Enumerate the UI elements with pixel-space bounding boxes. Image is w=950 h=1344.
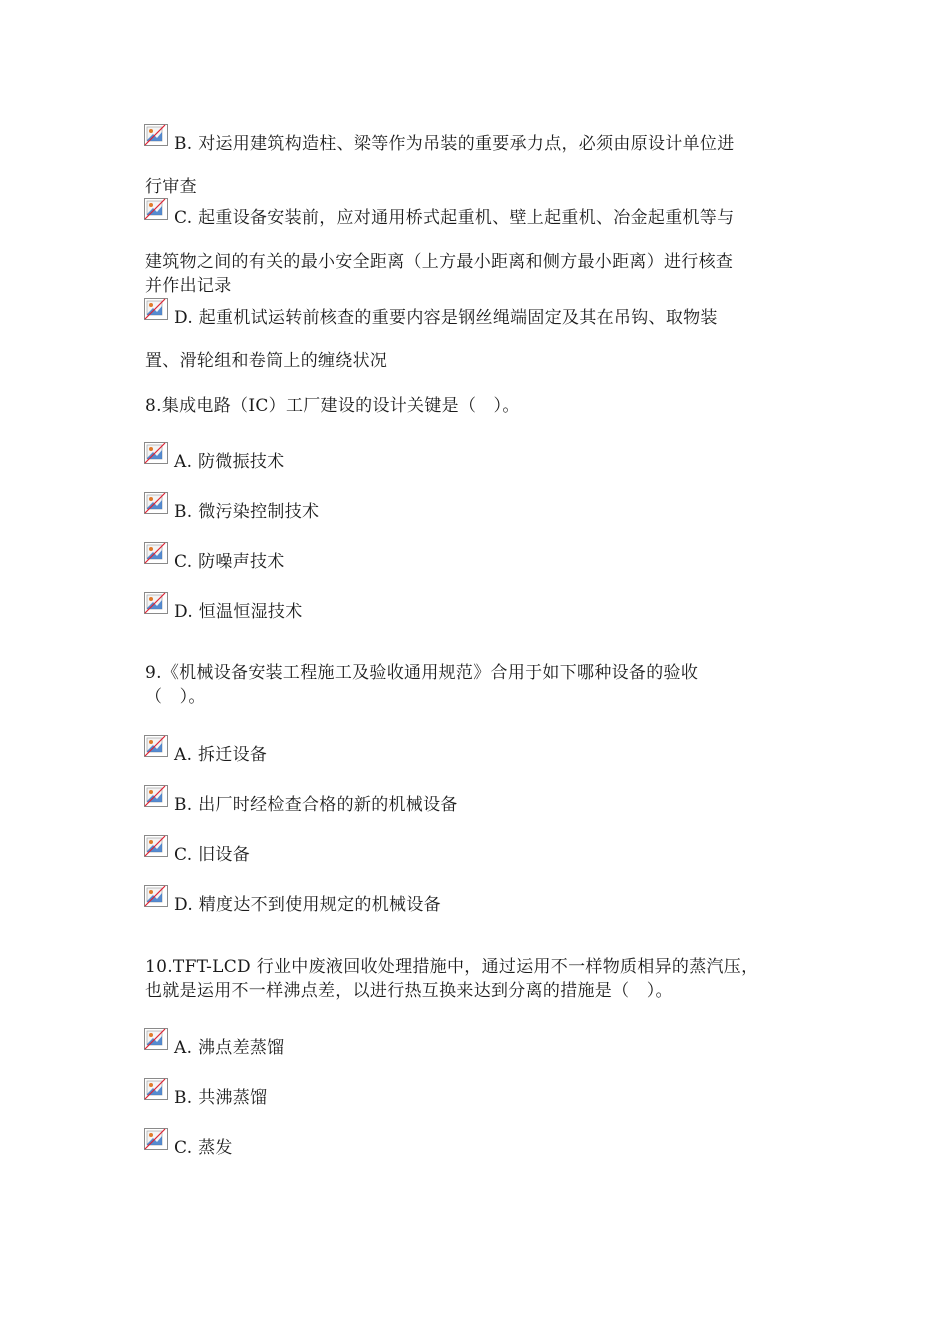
- prev-option-c-cont: 建筑物之间的有关的最小安全距离（上方最小距离和侧方最小距离）进行核查: [145, 252, 734, 272]
- q10-option-c: C. 蒸发: [174, 1138, 233, 1158]
- broken-image-icon[interactable]: [144, 592, 170, 616]
- q10-option-b: B. 共沸蒸馏: [174, 1088, 268, 1108]
- broken-image-icon[interactable]: [144, 835, 170, 859]
- broken-image-icon[interactable]: [144, 542, 170, 566]
- broken-image-icon[interactable]: [144, 1078, 170, 1102]
- broken-image-icon[interactable]: [144, 124, 170, 148]
- broken-image-icon[interactable]: [144, 492, 170, 516]
- q8-option-b: B. 微污染控制技术: [174, 502, 320, 522]
- broken-image-icon[interactable]: [144, 1128, 170, 1152]
- prev-option-d: D. 起重机试运转前核查的重要内容是钢丝绳端固定及其在吊钩、取物装: [174, 308, 718, 328]
- broken-image-icon[interactable]: [144, 198, 170, 222]
- question-10: 10.TFT-LCD 行业中废液回收处理措施中，通过运用不一样物质相异的蒸汽压，: [145, 957, 759, 977]
- q8-option-a: A. 防微振技术: [174, 452, 285, 472]
- prev-option-c: C. 起重设备安装前，应对通用桥式起重机、壁上起重机、冶金起重机等与: [174, 208, 735, 228]
- q9-option-d: D. 精度达不到使用规定的机械设备: [174, 895, 441, 915]
- question-9-cont: （ ）。: [145, 687, 206, 707]
- q10-option-a: A. 沸点差蒸馏: [174, 1038, 285, 1058]
- question-8: 8.集成电路（IC）工厂建设的设计关键是（ ）。: [145, 396, 520, 416]
- prev-option-b: B. 对运用建筑构造柱、梁等作为吊装的重要承力点，必须由原设计单位进: [174, 134, 735, 154]
- broken-image-icon[interactable]: [144, 885, 170, 909]
- broken-image-icon[interactable]: [144, 298, 170, 322]
- q8-option-c: C. 防噪声技术: [174, 552, 285, 572]
- prev-option-d-cont: 置、滑轮组和卷筒上的缠绕状况: [145, 351, 388, 371]
- q9-option-b: B. 出厂时经检查合格的新的机械设备: [174, 795, 458, 815]
- broken-image-icon[interactable]: [144, 442, 170, 466]
- broken-image-icon[interactable]: [144, 1028, 170, 1052]
- question-10-cont: 也就是运用不一样沸点差，以进行热互换来达到分离的措施是（ ）。: [145, 981, 673, 1001]
- prev-option-c-cont2: 并作出记录: [145, 276, 232, 296]
- prev-option-b-cont: 行审查: [145, 177, 197, 197]
- broken-image-icon[interactable]: [144, 735, 170, 759]
- q8-option-d: D. 恒温恒湿技术: [174, 602, 303, 622]
- q9-option-c: C. 旧设备: [174, 845, 251, 865]
- broken-image-icon[interactable]: [144, 785, 170, 809]
- q9-option-a: A. 拆迁设备: [174, 745, 268, 765]
- question-9: 9.《机械设备安装工程施工及验收通用规范》合用于如下哪种设备的验收: [145, 663, 699, 683]
